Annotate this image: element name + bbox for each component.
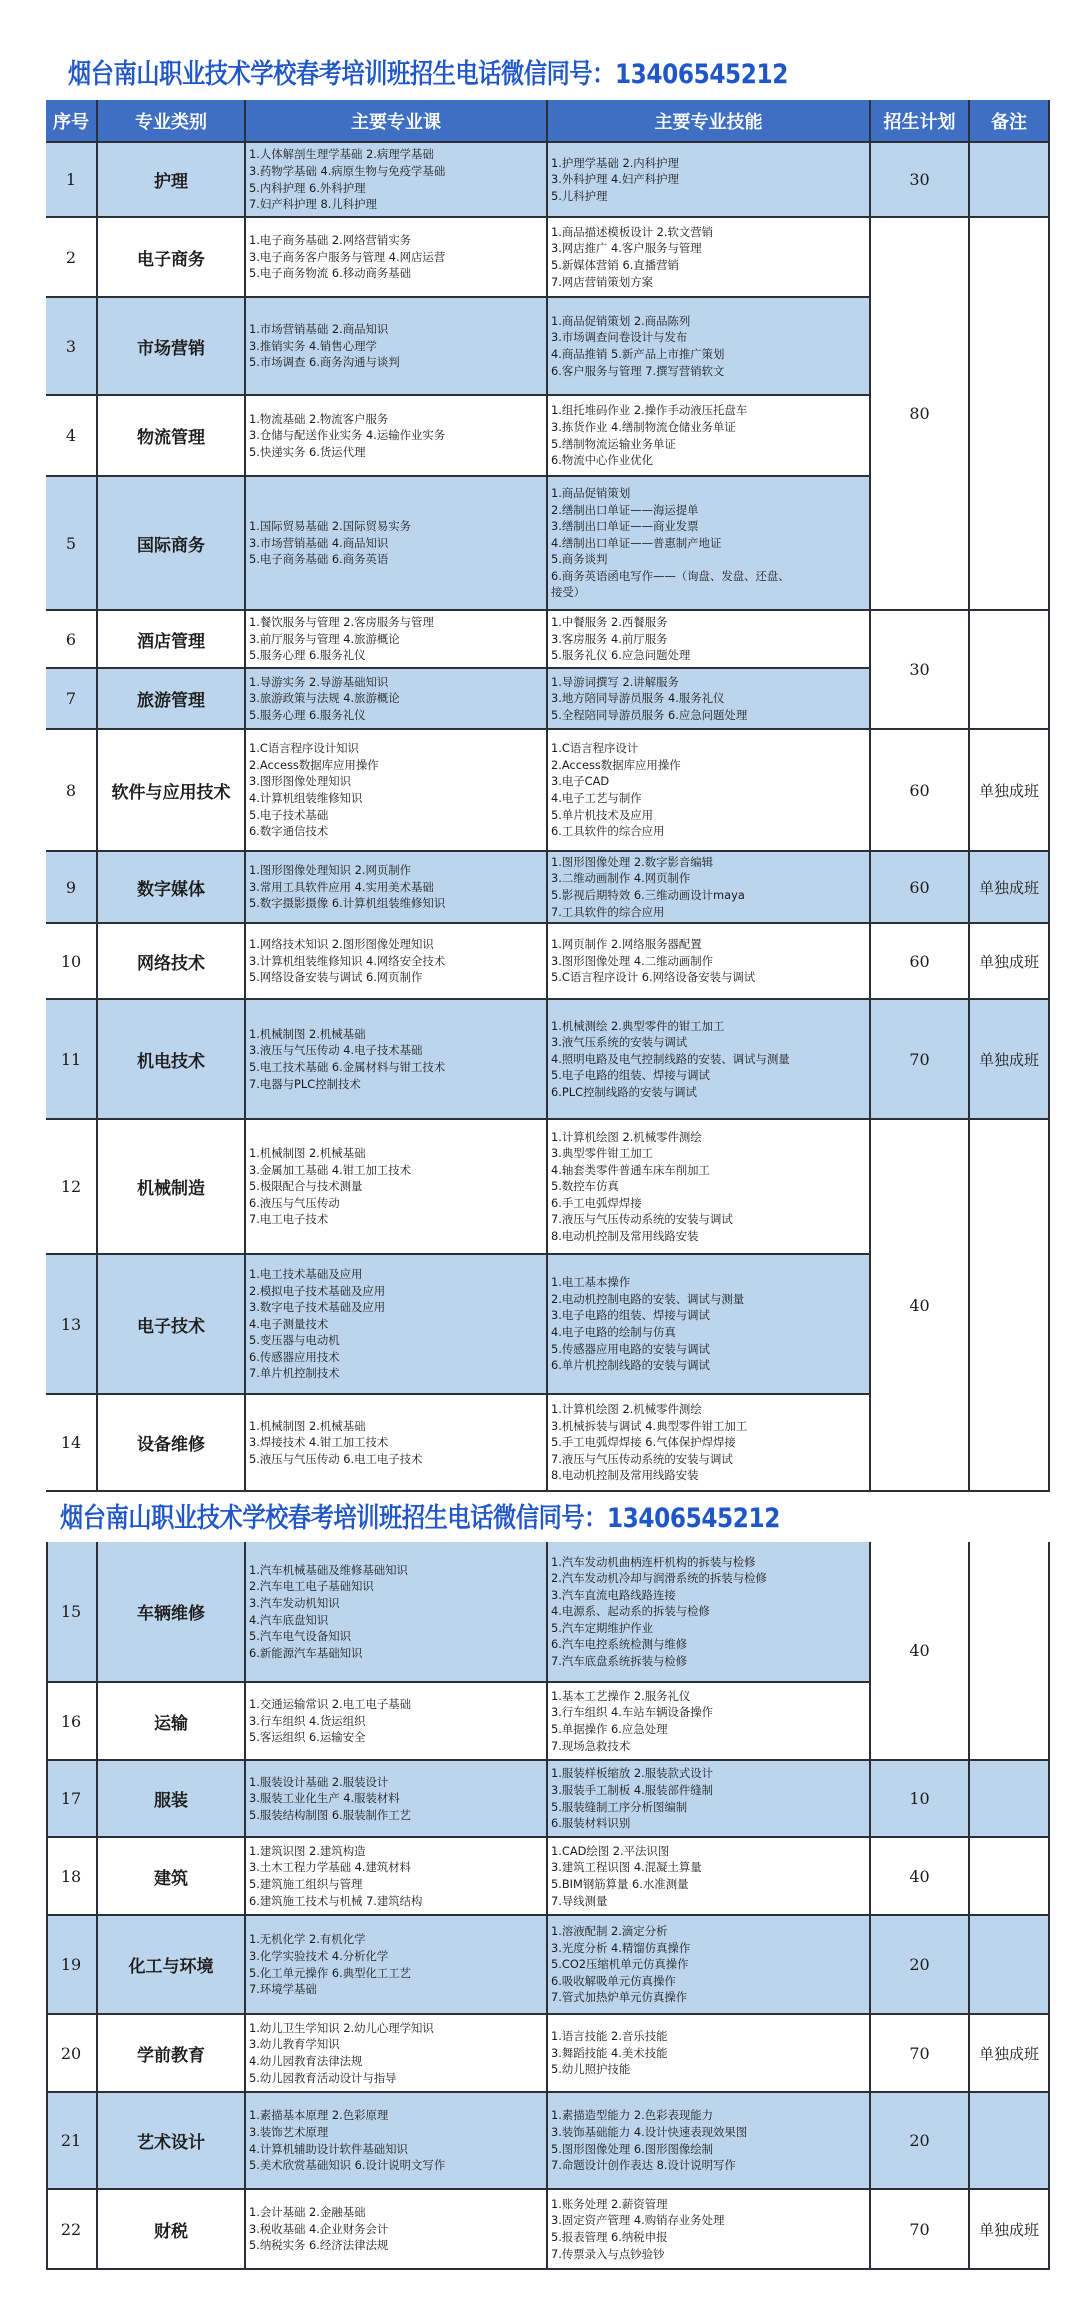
enrollment-plan: 10 (871, 1761, 970, 1838)
list-line: 1.商品描述模板设计 2.软文营销 (551, 224, 714, 239)
main-skills (548, 611, 871, 669)
list-line: 1.组托堆码作业 2.操作手动液压托盘车 (551, 403, 748, 418)
list-line: 5.数字摄影摄像 6.计算机组装维修知识 (249, 896, 446, 911)
row-number: 5 (46, 477, 98, 611)
list-line: 5.影视后期特效 6.三维动画设计maya (551, 888, 745, 902)
row-number: 11 (46, 1000, 98, 1120)
list-line: 1.无机化学 2.有机化学 (249, 1932, 366, 1947)
main-skills (548, 669, 871, 730)
major-category: 软件与应用技术 (98, 730, 246, 852)
list-line: 3.缮制出口单证——商业发票 (551, 519, 699, 534)
list-line: 1.导游词撰写 2.讲解服务 (551, 674, 679, 689)
column-header-2: 专业类别 (98, 100, 246, 143)
list-line: 3.机械拆装与调试 4.典型零件钳工加工 (551, 1418, 748, 1433)
major-category: 国际商务 (98, 477, 246, 611)
list-line: 6.传感器应用技术 (249, 1349, 340, 1364)
list-line: 7.液压与气压传动系统的安装与调试 (551, 1451, 733, 1466)
list-line: 2.Access数据库应用操作 (551, 757, 681, 772)
row-number: 10 (46, 924, 98, 1000)
remark: 单独成班 (970, 730, 1050, 852)
main-courses (246, 218, 548, 298)
list-line: 1.语言技能 2.音乐技能 (551, 2029, 668, 2044)
list-line: 2.缮制出口单证——海运提单 (551, 502, 699, 517)
list-line: 5.纳税实务 6.经济法律法规 (249, 2238, 389, 2253)
main-courses (246, 298, 548, 396)
list-line: 7.现场急救技术 (551, 1738, 631, 1753)
row-number: 22 (46, 2190, 98, 2270)
list-line: 5.全程陪同导游员服务 6.应急问题处理 (551, 707, 748, 722)
list-line: 5.儿科护理 (551, 188, 608, 203)
row-number: 2 (46, 218, 98, 298)
row-number: 20 (46, 2015, 98, 2093)
main-courses (246, 143, 548, 218)
list-line: 1.网络技术知识 2.图形图像处理知识 (249, 937, 434, 952)
main-courses (246, 924, 548, 1000)
row-number: 15 (46, 1542, 98, 1683)
list-line: 1.人体解剖生理学基础 2.病理学基础 (249, 147, 434, 162)
major-category: 建筑 (98, 1838, 246, 1916)
main-skills (548, 477, 871, 611)
remark: 单独成班 (970, 924, 1050, 1000)
list-line: 7.单片机控制技术 (249, 1366, 340, 1381)
list-line: 1.建筑识图 2.建筑构造 (249, 1843, 366, 1858)
list-line: 6.工具软件的综合应用 (551, 824, 665, 839)
list-line: 5.变压器与电动机 (249, 1333, 340, 1348)
list-line: 1.机械制图 2.机械基础 (249, 1146, 366, 1161)
list-line: 5.汽车定期维护作业 (551, 1620, 653, 1635)
list-line: 1.汽车发动机曲柄连杆机构的拆装与检修 (551, 1554, 756, 1569)
enrollment-plan: 20 (871, 1916, 970, 2015)
list-line: 6.物流中心作业优化 (551, 453, 653, 468)
remark: 单独成班 (970, 852, 1050, 924)
list-line: 5.客运组织 6.运输安全 (249, 1730, 366, 1745)
enrollment-plan: 60 (871, 852, 970, 924)
list-line: 4.轴套类零件普通车床车削加工 (551, 1162, 710, 1177)
list-line: 1.服装样板缩放 2.服装款式设计 (551, 1766, 714, 1781)
major-category: 机械制造 (98, 1120, 246, 1255)
list-line: 3.装饰基础能力 4.设计快速表现效果图 (551, 2124, 748, 2139)
list-line: 3.客房服务 4.前厅服务 (551, 631, 668, 646)
list-line: 5.新媒体营销 6.直播营销 (551, 258, 679, 272)
list-line: 5.电子技术基础 (249, 807, 329, 822)
enrollment-table-part2 (46, 1542, 1050, 2270)
list-line: 4.电源系、起动系的拆装与检修 (551, 1604, 710, 1619)
list-line: 3.仓储与配送作业实务 4.运输作业实务 (249, 428, 446, 443)
major-category: 市场营销 (98, 298, 246, 396)
list-line: 3.电子CAD (551, 774, 610, 789)
list-line: 3.土木工程力学基础 4.建筑材料 (249, 1860, 412, 1875)
list-line: 8.电动机控制及常用线路安装 (551, 1228, 699, 1243)
list-line: 1.服装设计基础 2.服装设计 (249, 1774, 389, 1789)
list-line: 3.舞蹈技能 4.美术技能 (551, 2045, 668, 2060)
list-line: 6.服装材料识别 (551, 1816, 631, 1831)
major-category: 运输 (98, 1683, 246, 1761)
list-line: 4.电子工艺与制作 (551, 791, 642, 805)
list-line: 6.客户服务与管理 7.撰写营销软文 (551, 363, 725, 378)
list-line: 7.传票录入与点钞验钞 (551, 2246, 665, 2261)
main-skills (548, 1395, 871, 1492)
list-line: 5.缮制物流运输业务单证 (551, 436, 676, 451)
list-line: 3.服装手工制板 4.服装部件缝制 (551, 1782, 714, 1797)
list-line: 4.缮制出口单证——普惠制产地证 (551, 535, 722, 550)
list-line: 5.电工技术基础 6.金属材料与钳工技术 (249, 1060, 446, 1074)
main-courses (246, 730, 548, 852)
enrollment-plan-merged: 40 (871, 1542, 970, 1761)
list-line: 5.极限配合与技术测量 (249, 1179, 363, 1194)
list-line: 5.幼儿园教育活动设计与指导 (249, 2070, 397, 2085)
list-line: 1.餐饮服务与管理 2.客房服务与管理 (249, 615, 434, 630)
list-line: 3.常用工具软件应用 4.实用美术基础 (249, 879, 434, 894)
main-courses (246, 1120, 548, 1255)
list-line: 5.液压与气压传动 6.电工电子技术 (249, 1451, 423, 1466)
list-line: 3.药物学基础 4.病原生物与免疫学基础 (249, 163, 446, 178)
main-skills (548, 143, 871, 218)
main-courses (246, 852, 548, 924)
list-line: 7.命题设计创作表达 8.设计说明写作 (551, 2158, 736, 2173)
list-line: 2.电动机控制电路的安装、调试与测量 (551, 1291, 745, 1306)
row-number: 17 (46, 1761, 98, 1838)
list-line: 3.汽车直流电路线路连接 (551, 1587, 676, 1602)
list-line: 7.网店营销策划方案 (551, 274, 653, 289)
enrollment-table-part1 (46, 100, 1050, 1492)
list-line: 5.传感器应用电路的安装与调试 (551, 1341, 710, 1356)
main-skills (548, 924, 871, 1000)
list-line: 3.图形图像处理 4.二维动画制作 (551, 953, 714, 968)
list-line: 5.服务礼仪 6.应急问题处理 (551, 648, 691, 663)
row-number: 1 (46, 143, 98, 218)
row-number: 9 (46, 852, 98, 924)
main-courses (246, 477, 548, 611)
list-line: 4.幼儿园教育法律法规 (249, 2054, 363, 2068)
list-line: 6.PLC控制线路的安装与调试 (551, 1084, 697, 1099)
row-number: 8 (46, 730, 98, 852)
list-line: 1.电子商务基础 2.网络营销实务 (249, 233, 412, 248)
enrollment-plan-merged: 30 (871, 143, 970, 218)
list-line: 5.数控车仿真 (551, 1179, 619, 1194)
row-number: 13 (46, 1255, 98, 1395)
column-header-3: 主要专业课 (246, 100, 548, 143)
major-category: 设备维修 (98, 1395, 246, 1492)
list-line: 1.C语言程序设计 (551, 741, 639, 756)
list-line: 5.服务心理 6.服务礼仪 (249, 707, 366, 722)
list-line: 2.Access数据库应用操作 (249, 757, 379, 772)
major-category: 网络技术 (98, 924, 246, 1000)
list-line: 5.电子电路的组装、焊接与调试 (551, 1068, 710, 1083)
enrollment-plan-merged: 80 (871, 218, 970, 611)
list-line: 2.模拟电子技术基础及应用 (249, 1283, 386, 1298)
list-line: 1.幼儿卫生学知识 2.幼儿心理学知识 (249, 2020, 434, 2035)
list-line: 接受） (551, 585, 586, 600)
major-category: 旅游管理 (98, 669, 246, 730)
row-number: 6 (46, 611, 98, 669)
row-number: 14 (46, 1395, 98, 1492)
major-category: 物流管理 (98, 396, 246, 477)
list-line: 6.数字通信技术 (249, 824, 329, 839)
list-line: 1.素描造型能力 2.色彩表现能力 (551, 2108, 714, 2123)
list-line: 1.溶液配制 2.滴定分析 (551, 1924, 668, 1939)
list-line: 3.液气压系统的安装与调试 (551, 1035, 688, 1050)
list-line: 1.商品促销策划 (551, 486, 631, 501)
list-line: 1.机械测绘 2.典型零件的钳工加工 (551, 1018, 725, 1033)
list-line: 8.电动机控制及常用线路安装 (551, 1468, 699, 1483)
column-header-5: 招生计划 (871, 100, 970, 143)
list-line: 5.电子商务物流 6.移动商务基础 (249, 266, 412, 281)
list-line: 1.机械制图 2.机械基础 (249, 1026, 366, 1041)
list-line: 1.电工技术基础及应用 (249, 1267, 363, 1282)
list-line: 5.图形图像处理 6.图形图像绘制 (551, 2141, 714, 2156)
major-category: 财税 (98, 2190, 246, 2270)
main-skills (548, 298, 871, 396)
list-line: 4.汽车底盘知识 (249, 1612, 329, 1627)
list-line: 3.网店推广 4.客户服务与管理 (551, 241, 702, 256)
list-line: 3.旅游政策与法规 4.旅游概论 (249, 691, 400, 706)
enrollment-plan: 70 (871, 2190, 970, 2270)
list-line: 5.商务谈判 (551, 552, 608, 567)
major-category: 酒店管理 (98, 611, 246, 669)
main-courses (246, 611, 548, 669)
major-category: 艺术设计 (98, 2093, 246, 2190)
list-line: 3.电子电路的组装、焊接与调试 (551, 1308, 710, 1323)
list-line: 1.市场营销基础 2.商品知识 (249, 322, 389, 337)
row-number: 4 (46, 396, 98, 477)
list-line: 3.焊接技术 4.钳工加工技术 (249, 1435, 389, 1450)
list-line: 5.服务心理 6.服务礼仪 (249, 648, 366, 663)
list-line: 1.账务处理 2.薪资管理 (551, 2196, 668, 2211)
list-line: 4.计算机组装维修知识 (249, 791, 363, 805)
list-line: 3.光度分析 4.精馏仿真操作 (551, 1940, 691, 1955)
remark-empty (970, 611, 1050, 730)
major-category: 护理 (98, 143, 246, 218)
list-line: 3.外科护理 4.妇产科护理 (551, 172, 679, 187)
list-line: 5.汽车电气设备知识 (249, 1629, 351, 1644)
list-line: 5.手工电弧焊焊接 6.气体保护焊焊接 (551, 1435, 736, 1450)
remark-empty (970, 143, 1050, 218)
list-line: 1.导游实务 2.导游基础知识 (249, 674, 389, 689)
major-category: 服装 (98, 1761, 246, 1838)
major-category: 化工与环境 (98, 1916, 246, 2015)
major-category: 机电技术 (98, 1000, 246, 1120)
list-line: 5.化工单元操作 6.典型化工工艺 (249, 1965, 412, 1980)
list-line: 1.中餐服务 2.西餐服务 (551, 615, 668, 630)
main-courses (246, 1000, 548, 1120)
main-courses (246, 1395, 548, 1492)
list-line: 6.单片机控制线路的安装与调试 (551, 1358, 710, 1373)
main-skills (548, 218, 871, 298)
list-line: 3.汽车发动机知识 (249, 1595, 340, 1610)
major-category: 数字媒体 (98, 852, 246, 924)
list-line: 3.化学实验技术 4.分析化学 (249, 1948, 389, 1963)
major-category: 车辆维修 (98, 1542, 246, 1683)
list-line: 1.基本工艺操作 2.服务礼仪 (551, 1688, 691, 1703)
list-line: 2.汽车电工电子基础知识 (249, 1579, 374, 1594)
list-line: 1.图形图像处理知识 2.网页制作 (249, 863, 412, 878)
list-line: 7.工具软件的综合应用 (551, 904, 665, 919)
list-line: 3.幼儿教育学知识 (249, 2037, 340, 2052)
main-skills (548, 396, 871, 477)
list-line: 1.会计基础 2.金融基础 (249, 2205, 366, 2220)
list-line: 3.装饰艺术原理 (249, 2124, 329, 2139)
column-header-1: 序号 (46, 100, 98, 143)
list-line: 1.图形图像处理 2.数字影音编辑 (551, 854, 714, 869)
main-courses (246, 669, 548, 730)
list-line: 3.金属加工基础 4.钳工加工技术 (249, 1162, 412, 1177)
list-line: 1.交通运输常识 2.电工电子基础 (249, 1697, 412, 1712)
remark: 单独成班 (970, 2015, 1050, 2093)
list-line: 6.吸收解吸单元仿真操作 (551, 1973, 676, 1988)
main-skills (548, 852, 871, 924)
list-line: 5.建筑施工组织与管理 (249, 1877, 363, 1891)
list-line: 3.固定资产管理 4.购销存业务处理 (551, 2213, 725, 2228)
list-line: 6.建筑施工技术与机械 7.建筑结构 (249, 1893, 423, 1908)
enrollment-plan: 40 (871, 1838, 970, 1916)
list-line: 1.网页制作 2.网络服务器配置 (551, 937, 702, 952)
list-line: 3.建筑工程识图 4.混凝土算量 (551, 1860, 702, 1875)
list-line: 4.电子测量技术 (249, 1316, 329, 1331)
list-line: 4.商品推销 5.新产品上市推广策划 (551, 347, 725, 361)
list-line: 5.市场调查 6.商务沟通与谈判 (249, 355, 400, 370)
list-line: 1.CAD绘图 2.平法识图 (551, 1843, 670, 1858)
major-category: 学前教育 (98, 2015, 246, 2093)
column-header-6: 备注 (970, 100, 1050, 143)
row-number: 3 (46, 298, 98, 396)
list-line: 3.数字电子技术基础及应用 (249, 1300, 386, 1315)
list-line: 3.推销实务 4.销售心理学 (249, 338, 377, 353)
remark: 单独成班 (970, 2190, 1050, 2270)
list-line: 1.素描基本原理 2.色彩原理 (249, 2108, 389, 2123)
enrollment-plan: 60 (871, 730, 970, 852)
main-skills (548, 1000, 871, 1120)
list-line: 7.汽车底盘系统拆装与检修 (551, 1653, 688, 1668)
list-line: 1.护理学基础 2.内科护理 (551, 155, 679, 170)
list-line: 3.行车组织 4.车站车辆设备操作 (551, 1705, 714, 1720)
list-line: 3.二维动画制作 4.网页制作 (551, 871, 691, 886)
list-line: 7.电器与PLC控制技术 (249, 1076, 361, 1091)
remark-empty (970, 218, 1050, 611)
row-number: 21 (46, 2093, 98, 2190)
list-line: 5.服装结构制图 6.服装制作工艺 (249, 1807, 412, 1822)
page-banner-middle: 烟台南山职业技术学校春考培训班招生电话微信同号：13406545212 (60, 1503, 780, 1534)
list-line: 1.计算机绘图 2.机械零件测绘 (551, 1129, 702, 1144)
list-line: 1.C语言程序设计知识 (249, 741, 359, 756)
list-line: 4.照明电路及电气控制线路的安装、调试与测量 (551, 1051, 790, 1066)
list-line: 2.汽车发动机冷却与润滑系统的拆装与检修 (551, 1571, 767, 1586)
list-line: 3.前厅服务与管理 4.旅游概论 (249, 631, 400, 646)
major-category: 电子技术 (98, 1255, 246, 1395)
list-line: 5.电子商务基础 6.商务英语 (249, 552, 389, 567)
main-skills (548, 1255, 871, 1395)
row-number: 19 (46, 1916, 98, 2015)
enrollment-plan: 60 (871, 924, 970, 1000)
list-line: 3.行车组织 4.货运组织 (249, 1713, 366, 1728)
list-line: 5.美术欣赏基础知识 6.设计说明文写作 (249, 2158, 446, 2173)
list-line: 5.C语言程序设计 6.网络设备安装与调试 (551, 970, 756, 985)
list-line: 6.商务英语函电写作——（询盘、发盘、还盘、 (551, 568, 790, 583)
row-number: 7 (46, 669, 98, 730)
list-line: 3.电子商务客户服务与管理 4.网店运营 (249, 249, 446, 264)
remark: 单独成班 (970, 1000, 1050, 1120)
major-category: 电子商务 (98, 218, 246, 298)
list-line: 5.报表管理 6.纳税申报 (551, 2230, 668, 2244)
list-line: 5.服装缝制工序分析图编制 (551, 1799, 688, 1814)
list-line: 5.快递实务 6.货运代理 (249, 444, 366, 459)
list-line: 5.幼儿照护技能 (551, 2062, 631, 2077)
list-line: 3.市场调查问卷设计与发布 (551, 330, 688, 345)
list-line: 6.新能源汽车基础知识 (249, 1645, 363, 1660)
list-line: 7.电工电子技术 (249, 1212, 329, 1227)
list-line: 1.计算机绘图 2.机械零件测绘 (551, 1402, 702, 1417)
enrollment-plan: 70 (871, 1000, 970, 1120)
list-line: 1.物流基础 2.物流客户服务 (249, 411, 389, 426)
list-line: 7.导线测量 (551, 1893, 608, 1908)
list-line: 3.图形图像处理知识 (249, 774, 351, 789)
enrollment-plan-merged: 40 (871, 1120, 970, 1492)
main-courses (246, 1255, 548, 1395)
list-line: 7.环境学基础 (249, 1982, 317, 1997)
list-line: 5.内科护理 6.外科护理 (249, 180, 366, 195)
list-line: 3.计算机组装维修知识 4.网络安全技术 (249, 953, 446, 968)
row-number: 12 (46, 1120, 98, 1255)
list-line: 1.机械制图 2.机械基础 (249, 1418, 366, 1433)
list-line: 1.商品促销策划 2.商品陈列 (551, 313, 691, 328)
enrollment-plan-merged: 30 (871, 611, 970, 730)
remark-empty (970, 1120, 1050, 1492)
list-line: 3.拣货作业 4.缮制物流仓储业务单证 (551, 419, 736, 434)
list-line: 7.妇产科护理 8.儿科护理 (249, 197, 377, 212)
column-header-4: 主要专业技能 (548, 100, 871, 143)
list-line: 6.手工电弧焊焊接 (551, 1195, 642, 1210)
row-number: 18 (46, 1838, 98, 1916)
list-line: 4.计算机辅助设计软件基础知识 (249, 2141, 408, 2156)
list-line: 5.单片机技术及应用 (551, 807, 653, 822)
list-line: 7.液压与气压传动系统的安装与调试 (551, 1212, 733, 1227)
list-line: 5.网络设备安装与调试 6.网页制作 (249, 970, 423, 985)
list-line: 1.国际贸易基础 2.国际贸易实务 (249, 519, 412, 534)
list-line: 3.服装工业化生产 4.服装材料 (249, 1791, 400, 1806)
list-line: 1.汽车机械基础及维修基础知识 (249, 1562, 408, 1577)
list-line: 6.液压与气压传动 (249, 1195, 340, 1210)
enrollment-plan: 20 (871, 2093, 970, 2190)
list-line: 5.BIM钢筋算量 6.水准测量 (551, 1877, 689, 1891)
list-line: 3.液压与气压传动 4.电子技术基础 (249, 1043, 423, 1058)
enrollment-plan: 70 (871, 2015, 970, 2093)
list-line: 3.典型零件钳工加工 (551, 1146, 653, 1161)
main-skills (548, 1120, 871, 1255)
main-courses (246, 396, 548, 477)
list-line: 6.汽车电控系统检测与维修 (551, 1637, 688, 1652)
list-line: 3.市场营销基础 4.商品知识 (249, 535, 389, 550)
list-line: 5.单据操作 6.应急处理 (551, 1722, 668, 1736)
list-line: 3.税收基础 4.企业财务会计 (249, 2221, 389, 2236)
main-skills (548, 730, 871, 852)
table-frame (46, 1542, 1050, 2270)
list-line: 5.CO2压缩机单元仿真操作 (551, 1957, 689, 1972)
page-banner-top: 烟台南山职业技术学校春考培训班招生电话微信同号：13406545212 (68, 59, 788, 90)
list-line: 3.地方陪同导游员服务 4.服务礼仪 (551, 691, 725, 706)
list-line: 4.电子电路的绘制与仿真 (551, 1325, 676, 1339)
list-line: 7.管式加热炉单元仿真操作 (551, 1990, 688, 2005)
list-line: 1.电工基本操作 (551, 1275, 631, 1290)
row-number: 16 (46, 1683, 98, 1761)
